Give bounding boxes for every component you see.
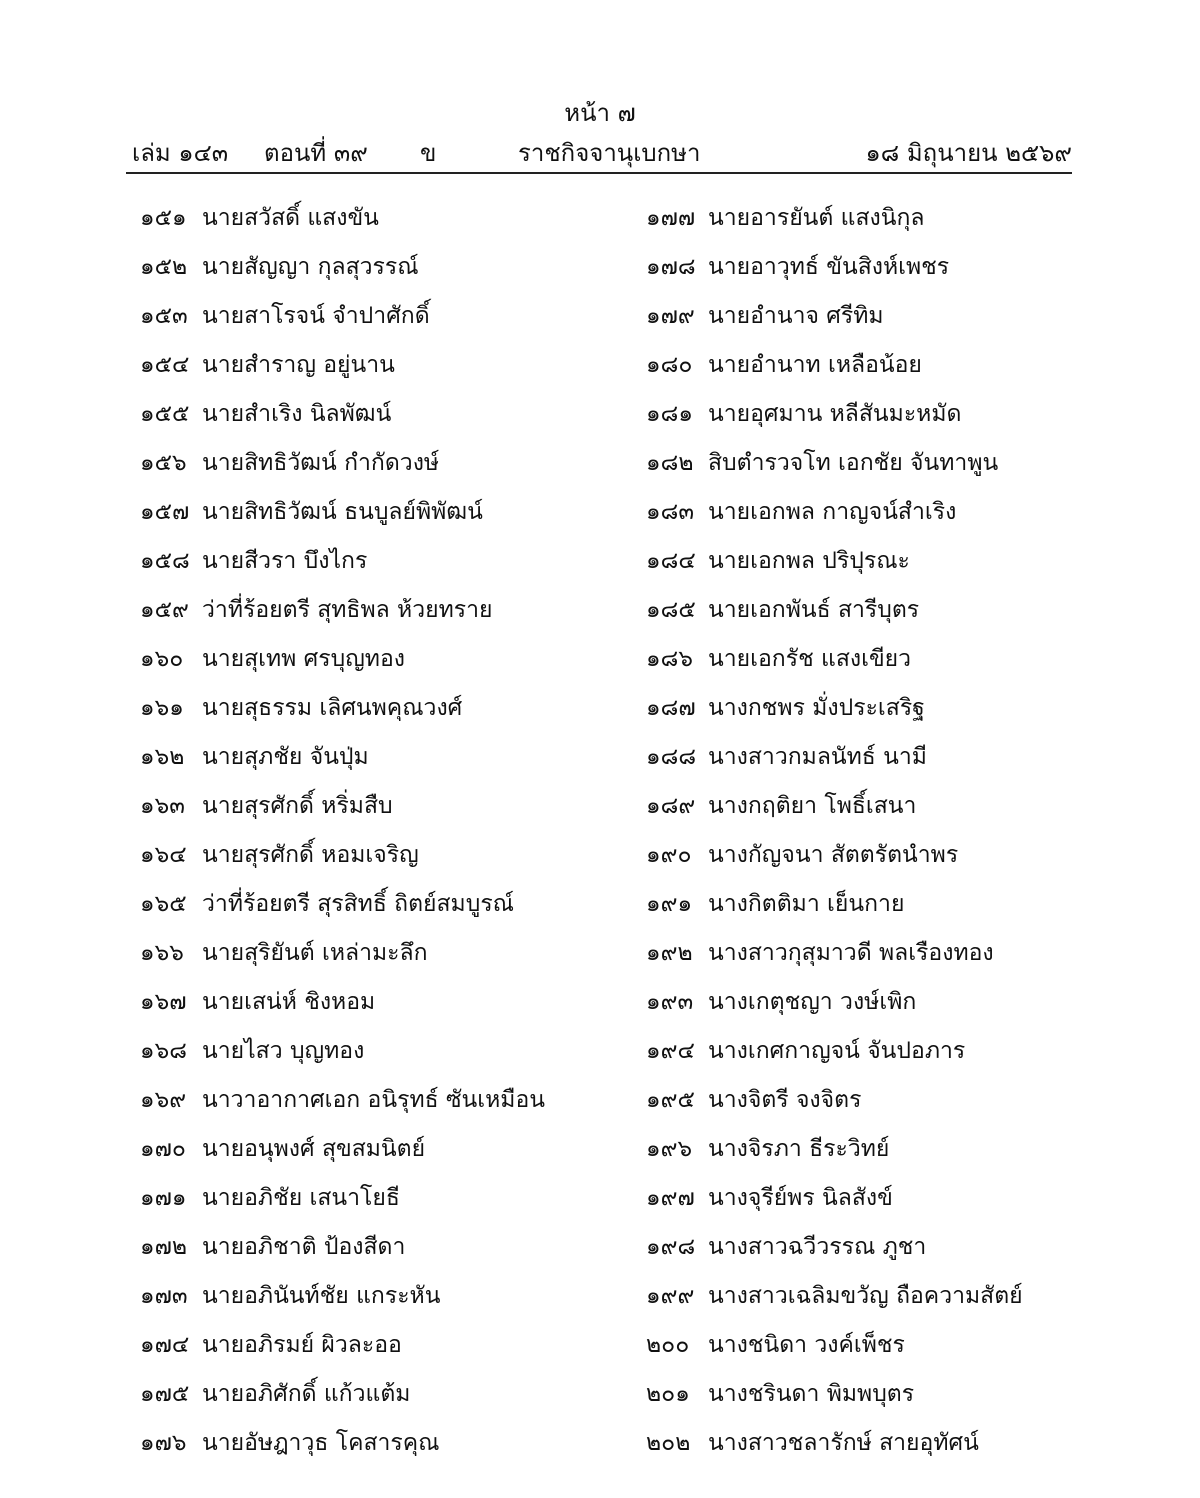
entry-name: นางกฤติยา โพธิ์เสนา bbox=[708, 793, 917, 819]
entry-name: นายสุรศักดิ์ หริ่มสืบ bbox=[202, 793, 393, 819]
entry-number: ๑๘๙ bbox=[646, 793, 696, 819]
entry-name: นายสำราญ อยู่นาน bbox=[202, 352, 395, 378]
entry-name: นางชรินดา พิมพบุตร bbox=[708, 1381, 915, 1407]
list-item bbox=[140, 441, 620, 490]
entry-number: ๑๕๗ bbox=[140, 499, 190, 525]
list-item bbox=[646, 1225, 1086, 1274]
entry-name: นายสุเทพ ศรบุญทอง bbox=[202, 646, 406, 672]
entry-number: ๑๖๐ bbox=[140, 646, 184, 672]
entry-number: ๑๖๖ bbox=[140, 940, 184, 966]
list-item bbox=[646, 539, 1086, 588]
list-item bbox=[140, 1029, 620, 1078]
list-item bbox=[140, 637, 620, 686]
entry-number: ๑๖๒ bbox=[140, 744, 185, 770]
entry-number: ๑๘๖ bbox=[646, 646, 693, 672]
list-item bbox=[646, 637, 1086, 686]
list-item bbox=[646, 441, 1086, 490]
entry-number: ๑๙๙ bbox=[646, 1283, 695, 1309]
list-item bbox=[646, 392, 1086, 441]
entry-name: นายสิทธิวัฒน์ ธนบูลย์พิพัฒน์ bbox=[202, 499, 483, 525]
entry-number: ๑๕๘ bbox=[140, 548, 190, 574]
entry-number: ๑๙๒ bbox=[646, 940, 693, 966]
list-item bbox=[140, 1176, 620, 1225]
list-item bbox=[646, 490, 1086, 539]
list-item bbox=[140, 294, 620, 343]
list-item bbox=[140, 1225, 620, 1274]
entry-name: นายสิทธิวัฒน์ กำกัดวงษ์ bbox=[202, 450, 440, 476]
list-item bbox=[646, 294, 1086, 343]
entry-name: นายเอกพล กาญจน์สำเริง bbox=[708, 499, 957, 525]
entry-name: นายเอกรัช แสงเขียว bbox=[708, 646, 912, 672]
list-item bbox=[140, 1372, 620, 1421]
list-item bbox=[646, 1372, 1086, 1421]
entry-number: ๑๗๑ bbox=[140, 1185, 187, 1211]
entry-number: ๑๙๔ bbox=[646, 1038, 695, 1064]
entry-number: ๑๘๒ bbox=[646, 450, 694, 476]
entry-name: นางชนิดา วงค์เพ็ชร bbox=[708, 1332, 905, 1358]
list-item bbox=[140, 343, 620, 392]
entry-number: ๑๘๕ bbox=[646, 597, 696, 623]
name-list-left bbox=[140, 196, 620, 1470]
entry-name: นายอภินันท์ชัย แกระหัน bbox=[202, 1283, 441, 1309]
list-item bbox=[140, 392, 620, 441]
entry-name: นายอภิชัย เสนาโยธี bbox=[202, 1185, 400, 1211]
entry-number: ๑๙๑ bbox=[646, 891, 693, 917]
entry-name: ว่าที่ร้อยตรี สุรสิทธิ์ ถิตย์สมบูรณ์ bbox=[202, 891, 515, 917]
list-item bbox=[140, 490, 620, 539]
list-item bbox=[140, 833, 620, 882]
entry-name: นายอัษฎาวุธ โคสารคุณ bbox=[202, 1430, 440, 1456]
entry-number: ๑๗๕ bbox=[140, 1381, 190, 1407]
entry-name: นายอาวุทธ์ ขันสิงห์เพชร bbox=[708, 254, 950, 280]
entry-number: ๑๘๘ bbox=[646, 744, 697, 770]
list-item bbox=[140, 931, 620, 980]
entry-number: ๑๖๙ bbox=[140, 1087, 187, 1113]
entry-number: ๒๐๐ bbox=[646, 1332, 690, 1358]
entry-number: ๑๕๕ bbox=[140, 401, 190, 427]
entry-name: นายอนุพงศ์ สุขสมนิตย์ bbox=[202, 1136, 426, 1162]
entry-name: สิบตำรวจโท เอกชัย จันทาพูน bbox=[708, 450, 999, 476]
list-item bbox=[140, 1127, 620, 1176]
entry-name: นางสาวกมลนัทธ์ นามี bbox=[708, 744, 927, 770]
list-item bbox=[646, 1078, 1086, 1127]
entry-number: ๑๙๖ bbox=[646, 1136, 693, 1162]
list-item bbox=[140, 1078, 620, 1127]
entry-number: ๑๖๑ bbox=[140, 695, 184, 721]
entry-name: นายอภิศักดิ์ แก้วแต้ม bbox=[202, 1381, 411, 1407]
list-item bbox=[646, 1274, 1086, 1323]
entry-name: นายสีวรา บึงไกร bbox=[202, 548, 368, 574]
list-item bbox=[140, 196, 620, 245]
list-item bbox=[140, 784, 620, 833]
entry-number: ๑๕๑ bbox=[140, 205, 187, 231]
entry-name: นายเอกพันธ์ สารีบุตร bbox=[708, 597, 920, 623]
entry-number: ๑๕๔ bbox=[140, 352, 190, 378]
list-item bbox=[140, 735, 620, 784]
list-item bbox=[646, 882, 1086, 931]
volume-label: เล่ม ๑๔๓ bbox=[132, 139, 229, 167]
entry-number: ๑๕๙ bbox=[140, 597, 189, 623]
entry-number: ๑๕๓ bbox=[140, 303, 188, 329]
entry-name: นางสาวฉวีวรรณ ภูชา bbox=[708, 1234, 927, 1260]
list-item bbox=[646, 1421, 1086, 1470]
entry-name: นางกิตติมา เย็นกาย bbox=[708, 891, 905, 917]
entry-name: นายเอกพล ปริปุรณะ bbox=[708, 548, 910, 574]
entry-name: นายสุธรรม เลิศนพคุณวงศ์ bbox=[202, 695, 463, 721]
entry-number: ๑๗๙ bbox=[646, 303, 695, 329]
entry-name: นายเสน่ห์ ชิงหอม bbox=[202, 989, 376, 1015]
list-item bbox=[646, 343, 1086, 392]
entry-name: นายสำเริง นิลพัฒน์ bbox=[202, 401, 392, 427]
entry-number: ๑๘๔ bbox=[646, 548, 696, 574]
list-item bbox=[646, 833, 1086, 882]
entry-number: ๑๙๐ bbox=[646, 842, 692, 868]
entry-name: นายสัญญา กุลสุวรรณ์ bbox=[202, 254, 419, 280]
list-item bbox=[140, 1323, 620, 1372]
entry-name: นายสุริยันต์ เหล่ามะลึก bbox=[202, 940, 428, 966]
entry-name: นายอภิรมย์ ผิวละออ bbox=[202, 1332, 402, 1358]
entry-name: นายสาโรจน์ จำปาศักดิ์ bbox=[202, 303, 430, 329]
list-item bbox=[140, 1274, 620, 1323]
list-item bbox=[140, 882, 620, 931]
entry-name: นางสาวเฉลิมขวัญ ถือความสัตย์ bbox=[708, 1283, 1023, 1309]
list-item bbox=[140, 1421, 620, 1470]
entry-name: ว่าที่ร้อยตรี สุทธิพล ห้วยทราย bbox=[202, 597, 493, 623]
entry-number: ๑๖๘ bbox=[140, 1038, 187, 1064]
entry-number: ๑๗๖ bbox=[140, 1430, 187, 1456]
gazette-title: ราชกิจจานุเบกษา bbox=[518, 139, 701, 167]
list-item bbox=[646, 931, 1086, 980]
entry-name: นายอุศมาน หลีสันมะหมัด bbox=[708, 401, 962, 427]
entry-name: นางจิตรี จงจิตร bbox=[708, 1087, 862, 1113]
entry-number: ๑๙๕ bbox=[646, 1087, 695, 1113]
entry-name: นางสาวชลารักษ์ สายอุทัศน์ bbox=[708, 1430, 979, 1456]
entry-name: นางกัญจนา สัตตรัตนำพร bbox=[708, 842, 959, 868]
entry-name: นายอภิชาติ ป้องสีดา bbox=[202, 1234, 406, 1260]
entry-name: นายอารยันต์ แสงนิกุล bbox=[708, 205, 925, 231]
entry-number: ๑๘๗ bbox=[646, 695, 696, 721]
entry-name: นางสาวกุสุมาวดี พลเรืองทอง bbox=[708, 940, 994, 966]
entry-number: ๑๗๗ bbox=[646, 205, 696, 231]
entry-number: ๑๖๗ bbox=[140, 989, 187, 1015]
entry-number: ๒๐๑ bbox=[646, 1381, 690, 1407]
entry-number: ๑๗๓ bbox=[140, 1283, 188, 1309]
entry-number: ๒๐๒ bbox=[646, 1430, 691, 1456]
list-item bbox=[646, 1127, 1086, 1176]
list-item bbox=[140, 539, 620, 588]
entry-name: นาวาอากาศเอก อนิรุทธ์ ซันเหมือน bbox=[202, 1087, 546, 1113]
entry-number: ๑๗๐ bbox=[140, 1136, 186, 1162]
header-divider bbox=[126, 172, 1072, 174]
entry-name: นางกชพร มั่งประเสริฐ bbox=[708, 695, 925, 721]
name-list-right bbox=[646, 196, 1086, 1470]
issue-label: ตอนที่ ๓๙ bbox=[264, 139, 368, 167]
entry-number: ๑๗๒ bbox=[140, 1234, 188, 1260]
entry-name: นายไสว บุญทอง bbox=[202, 1038, 365, 1064]
entry-number: ๑๗๘ bbox=[646, 254, 696, 280]
list-item bbox=[646, 735, 1086, 784]
entry-name: นายอำนาท เหลือน้อย bbox=[708, 352, 922, 378]
entry-name: นางเกศกาญจน์ จันปอภาร bbox=[708, 1038, 966, 1064]
entry-number: ๑๕๖ bbox=[140, 450, 187, 476]
list-item bbox=[646, 784, 1086, 833]
entry-number: ๑๖๔ bbox=[140, 842, 187, 868]
entry-name: นางเกตุชญา วงษ์เพิก bbox=[708, 989, 917, 1015]
entry-number: ๑๕๒ bbox=[140, 254, 188, 280]
list-item bbox=[646, 980, 1086, 1029]
entry-name: นายอำนาจ ศรีทิม bbox=[708, 303, 884, 329]
entry-name: นางจิรภา ธีระวิทย์ bbox=[708, 1136, 890, 1162]
list-item bbox=[646, 196, 1086, 245]
section-label: ข bbox=[420, 139, 437, 167]
page-number: หน้า ๗ bbox=[564, 99, 636, 127]
list-item bbox=[646, 1176, 1086, 1225]
list-item bbox=[140, 980, 620, 1029]
entry-number: ๑๙๘ bbox=[646, 1234, 696, 1260]
entry-name: นายสุภชัย จันปุ่ม bbox=[202, 744, 369, 770]
publication-date: ๑๘ มิถุนายน ๒๕๖๙ bbox=[865, 139, 1072, 167]
list-item bbox=[140, 686, 620, 735]
entry-name: นายสวัสดิ์ แสงขัน bbox=[202, 205, 379, 231]
entry-number: ๑๘๓ bbox=[646, 499, 695, 525]
entry-number: ๑๙๓ bbox=[646, 989, 694, 1015]
list-item bbox=[646, 686, 1086, 735]
entry-number: ๑๗๔ bbox=[140, 1332, 190, 1358]
list-item bbox=[646, 1323, 1086, 1372]
entry-name: นางจุรีย์พร นิลสังข์ bbox=[708, 1185, 893, 1211]
list-item bbox=[646, 245, 1086, 294]
list-item bbox=[646, 588, 1086, 637]
entry-number: ๑๘๑ bbox=[646, 401, 693, 427]
entry-number: ๑๘๐ bbox=[646, 352, 693, 378]
list-item bbox=[140, 588, 620, 637]
entry-number: ๑๙๗ bbox=[646, 1185, 695, 1211]
gazette-header bbox=[128, 136, 1072, 170]
list-item bbox=[646, 1029, 1086, 1078]
list-item bbox=[140, 245, 620, 294]
entry-number: ๑๖๕ bbox=[140, 891, 187, 917]
entry-name: นายสุรศักดิ์ หอมเจริญ bbox=[202, 842, 419, 868]
entry-number: ๑๖๓ bbox=[140, 793, 185, 819]
